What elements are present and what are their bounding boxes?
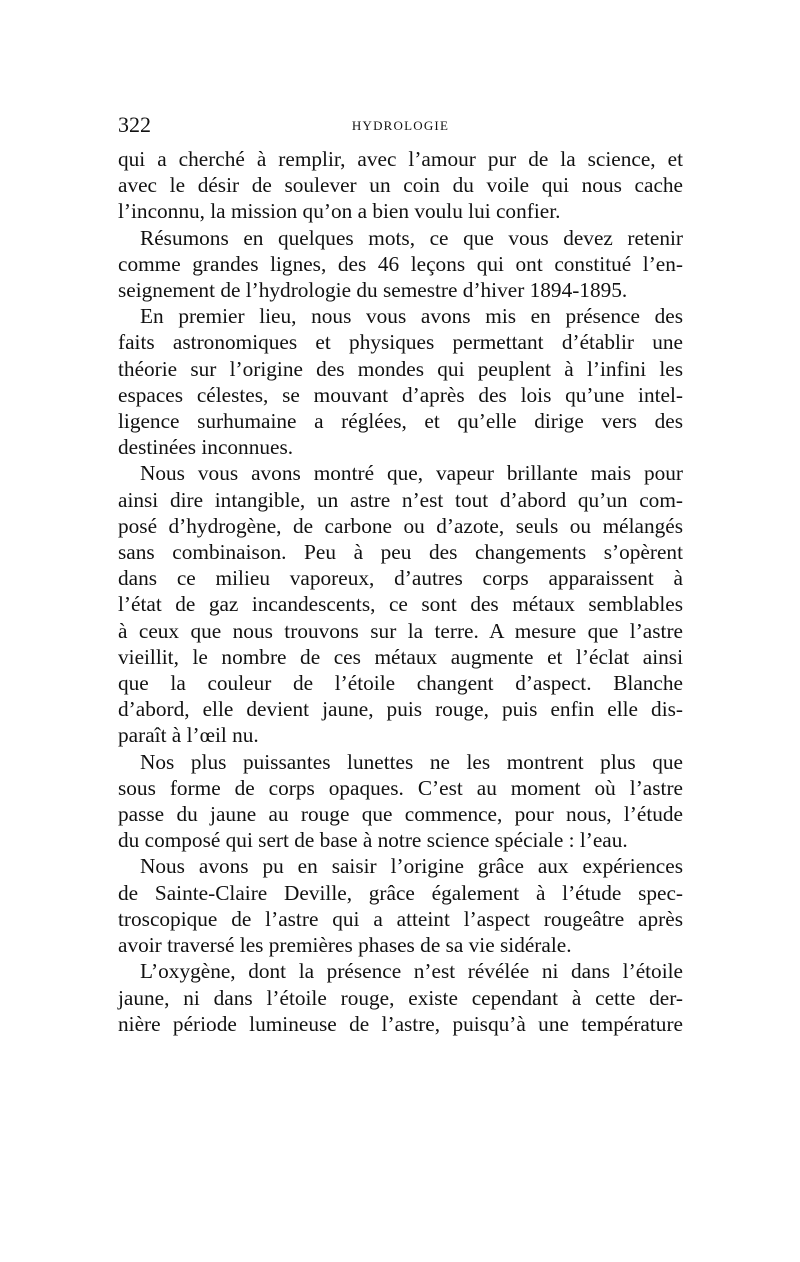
text-line: à ceux que nous trouvons sur la terre. A mesure que l’astre <box>118 618 683 643</box>
text-line: l’état de gaz incandescents, ce sont des métaux semblables <box>118 592 683 617</box>
text-line: l’inconnu, la mission qu’on a bien voulu lui confier. <box>118 199 561 224</box>
body-text <box>118 146 683 1037</box>
text-line: En premier lieu, nous vous avons mis en présence des <box>140 304 683 329</box>
running-title: HYDROLOGIE <box>351 118 450 133</box>
text-line: troscopique de l’astre qui a atteint l’aspect rougeâtre après <box>118 906 683 931</box>
text-line: posé d’hydrogène, de carbone ou d’azote, seuls ou mélangés <box>118 513 683 538</box>
text-line: passe du jaune au rouge que commence, pour nous, l’étude <box>118 802 683 827</box>
paragraph <box>118 958 683 1037</box>
text-line: faits astronomiques et physiques permettant d’établir une <box>118 330 683 355</box>
book-page <box>118 112 683 1037</box>
text-line: de Sainte-Claire Deville, grâce également à l’étude spec- <box>118 880 683 905</box>
page-number: 322 <box>118 112 151 137</box>
text-line: Nous avons pu en saisir l’origine grâce aux expériences <box>140 854 683 879</box>
text-line: Nous vous avons montré que, vapeur brillante mais pour <box>140 461 683 486</box>
paragraph <box>118 749 683 854</box>
text-line: Résumons en quelques mots, ce que vous devez retenir <box>140 225 683 250</box>
text-line: espaces célestes, se mouvant d’après des lois qu’une intel- <box>118 382 683 407</box>
text-line: sans combinaison. Peu à peu des changements s’opèrent <box>118 540 683 565</box>
text-line: nière période lumineuse de l’astre, puisqu’à une température <box>118 1011 683 1036</box>
text-line: Nos plus puissantes lunettes ne les montrent plus que <box>140 749 683 774</box>
text-line: avec le désir de soulever un coin du voile qui nous cache <box>118 173 683 198</box>
text-line: que la couleur de l’étoile changent d’aspect. Blanche <box>118 671 683 696</box>
text-line: sous forme de corps opaques. C’est au moment où l’astre <box>118 775 683 800</box>
text-line: jaune, ni dans l’étoile rouge, existe cependant à cette der- <box>118 985 683 1010</box>
text-line: L’oxygène, dont la présence n’est révélée ni dans l’étoile <box>140 959 683 984</box>
paragraph <box>118 225 683 304</box>
text-line: du composé qui sert de base à notre science spéciale : l’eau. <box>118 828 628 853</box>
text-line: ligence surhumaine a réglées, et qu’elle dirige vers des <box>118 409 683 434</box>
text-line: vieillit, le nombre de ces métaux augmente et l’éclat ainsi <box>118 644 683 669</box>
text-line: avoir traversé les premières phases de sa vie sidérale. <box>118 933 572 958</box>
paragraph <box>118 853 683 958</box>
text-line: seignement de l’hydrologie du semestre d’hiver 1894-1895. <box>118 278 628 303</box>
paragraph <box>118 303 683 460</box>
text-line: paraît à l’œil nu. <box>118 723 259 748</box>
page-header <box>118 112 683 146</box>
text-line: dans ce milieu vaporeux, d’autres corps apparaissent à <box>118 566 683 591</box>
text-line: théorie sur l’origine des mondes qui peuplent à l’infini les <box>118 356 683 381</box>
text-line: qui a cherché à remplir, avec l’amour pur de la science, et <box>118 147 683 171</box>
text-line: ainsi dire intangible, un astre n’est tout d’abord qu’un com- <box>118 487 683 512</box>
text-line: destinées inconnues. <box>118 435 294 460</box>
text-line: d’abord, elle devient jaune, puis rouge, puis enfin elle dis- <box>118 697 683 722</box>
paragraph <box>118 460 683 748</box>
paragraph <box>118 146 683 225</box>
text-line: comme grandes lignes, des 46 leçons qui ont constitué l’en- <box>118 251 683 276</box>
